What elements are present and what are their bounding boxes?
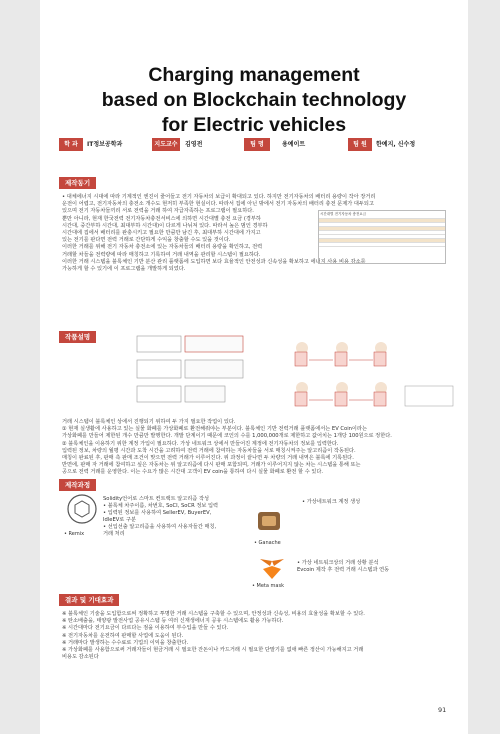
- remix-line: • 블록체 차주이름, 차번호, SoCI, SoCR 정보 입력: [103, 503, 219, 509]
- intro-line: 시간대에 집에서 배터리를 완충시키고 필요한 만큼만 남긴 후, 최대부하 시간대에 가지고: [62, 230, 261, 237]
- section-result-header: 결과 및 기대효과: [59, 594, 119, 606]
- intro-line: 시간대, 중간부하 시간대, 최대부하 시간대)이 다르게 나뉘져 있다. 따라서 높은 범인 경부하: [62, 222, 268, 229]
- result-line: ※ 거래마다 발생하는 수수료로 기업의 이익을 창출한다.: [62, 639, 189, 646]
- intro-line: 이러한 거래를 위해 전기 자동차 충전소에 있는 자동차들의 배터리 용량을 확인하고, 전력: [62, 244, 263, 251]
- metamask-description: [297, 560, 389, 574]
- title-line-3: for Electric vehicles: [161, 114, 347, 136]
- remix-description: [103, 496, 218, 538]
- intro-line: 이러한 거래 시스템을 블록체인 기반 분산 관리 플랫폼에 도입하면 보다 효율적인 안전성과 신속성을 확보하고 에너지 사용 비용 감소를: [62, 258, 366, 265]
- intro-line: 뿐만 아니라, 현재 한국전력 전기자동차충전서비스에 의하면 시간대별 충전 요금 (경부하: [62, 215, 261, 222]
- section-tools-header: 제작과정: [59, 479, 96, 491]
- intro-line: 가능하게 할 수 있기에 이 프로그램을 개발하게 되었다.: [62, 266, 186, 273]
- members-value: 한예지, 신수정: [376, 141, 416, 148]
- remix-line: Solidity언어로 스마트 컨트랙트 알고리즘 작성: [103, 496, 209, 502]
- info-row: [59, 138, 449, 152]
- metamask-caption: • Meta mask: [252, 583, 284, 589]
- method-line: 매칭이 완료된 후, 판매 측 판매 조건이 맞으면 전력 거래가 이루어진다. 위 과정이 끝나면 두 차량의 거래 내역은 블록에 기록된다.: [62, 455, 354, 462]
- remix-logo-icon: [66, 493, 98, 525]
- remix-line: • 선입선출 알고리즘을 사용하여 사용자들간 매칭,: [103, 524, 217, 530]
- section-method-header: 작품설명: [59, 331, 96, 343]
- rate-table: [318, 210, 446, 264]
- method-line: ② 블록체인을 이용하기 위한 계정 가입이 필요하다. 가상 네트워크 상에서 만들어진 계정에 전기자동차의 정보를 입력한다.: [62, 440, 339, 447]
- advisor-value: 김영전: [185, 141, 203, 148]
- members-label: 팀 원: [348, 138, 372, 151]
- advisor-label: 지도교수: [152, 138, 180, 151]
- remix-caption: • Remix: [64, 531, 85, 537]
- ganache-logo-icon: [254, 506, 284, 536]
- title-line-1: Charging management: [148, 64, 360, 86]
- page-number: 91: [438, 706, 447, 714]
- intro-line: • 대체에너지 시대에 따라 기계적인 엔진이 줄어들고 전기 자동차의 보급이 확대되고 있다. 하지만 전기자동차의 배터리 용량이 작아 장거리: [62, 194, 376, 200]
- ganache-description: • 가상네트워크 계정 생성: [302, 499, 361, 505]
- result-line: ※ 블록체인 기술을 도입함으로써 정확하고 투명한 거래 시스템을 구축할 수 있으며, 안정성과 신속성, 비용의 효율성을 확보할 수 있다.: [62, 611, 365, 617]
- result-text: [62, 611, 452, 661]
- team-value: 용예이트: [282, 141, 306, 148]
- metamask-line: • 가상 네트워크상의 거래 상황 분석: [297, 560, 379, 566]
- method-line: 공으로 전력 거래를 운영한다. 이는 수요가 많은 시간대 고객이 EV coin을 통하여 다시 실물 화폐로 환전 할 수 있다.: [62, 469, 324, 476]
- ganache-caption: • Ganache: [254, 540, 281, 546]
- title-line-2: based on Blockchain technology: [101, 89, 407, 111]
- method-line: 가상화폐를 만들어 제한된 개수 만큼만 발행한다. 개발 단계이기 때문에 코인의 수를 1,000,000개로 제한하고 값어치는 1개당 100원으로 정한다.: [62, 433, 392, 440]
- method-line: ① 현재 실생활에 사용하고 있는 실물 화폐를 가상화폐로 환전해줘야는 부분이다. 블록체인 기반 전력거래 플랫폼에서는 EV Coin이라는: [62, 426, 367, 433]
- result-line: ※ 전기자동차를 운전하여 판매할 사업에 도움이 된다.: [62, 632, 184, 639]
- system-diagram: [135, 330, 455, 420]
- remix-line: 거래 처리: [103, 531, 125, 537]
- result-line: ※ 탄소배출을, 태양광 발전사업 공유시스템 등 여러 신재생에너지 공유 시스템에도 활용 가능하다.: [62, 618, 284, 625]
- remix-line: IdleEV로 구분: [103, 517, 136, 523]
- dept-label: 학 과: [59, 138, 83, 151]
- section-intro-header: 제작동기: [59, 177, 96, 189]
- rate-table-caption: 시간대별 전기자동차 충전요금: [320, 212, 367, 216]
- remix-line: • 입력된 정보를 사용하여 SellerEV, BuyerEV,: [103, 510, 212, 516]
- metamask-logo-icon: [258, 557, 286, 581]
- intro-line: 있으며 전기 자동차들끼리 서로 전력을 거래 하여 자급자족하는 프로그램이 필요하다.: [62, 208, 254, 215]
- result-line: 비용도 감소된다: [62, 654, 99, 661]
- result-line: ※ 가상화폐를 사용함으로써 거래자들이 현금거래 시 필요한 잔돈이나 카드거래 시 필요한 단말기를 없애 빠른 정산이 가능해지고 거래: [62, 647, 364, 654]
- result-line: ※ 시간대마다 전기요금이 다르다는 점을 이용하여 부수입을 만들 수 있다.: [62, 625, 229, 632]
- metamask-line: Evcoin 제작 후 전력 거래 시스템과 연동: [297, 567, 390, 573]
- page-title: [40, 63, 468, 138]
- team-label: 팀 명: [244, 138, 270, 151]
- method-line: 반면에, 판매 자 거래에 참여하고 싶은 자동차는 위 알고리즘에 다시 판매 포함되며, 거래가 이루어지지 않는 차는 시스템을 통해 또는: [62, 462, 361, 469]
- intro-line: 거래할 차들을 전력량에 따라 매칭하고 기록하여 거래 내역을 관리할 시스템이 필요하다.: [62, 251, 261, 258]
- method-line: 거래 시스템이 블록체인 상에서 진행되기 위하여 두 가지 필요한 작업이 있다.: [62, 419, 236, 425]
- method-line: 입력된 정보, 차량의 월평 시간과 도착 시간을 고려하여 전력 거래에 참여하는 자동차들을 서로 매칭시켜주는 알고리즘이 작동된다.: [62, 447, 356, 454]
- intro-line: 운전이 어렵고, 전기자동차의 충전소 개수도 현저히 부족한 현실이다. 따라서 집에 아닌 밖에서 전기 자동차의 배터리 충전 문제가 대두되고: [62, 201, 374, 208]
- method-text: [62, 419, 452, 477]
- intro-line: 있는 전기를 판다면 전력 거래로 간단하게 수익을 창출할 수도 있을 것이다.: [62, 237, 231, 244]
- dept-value: IT정보공학과: [87, 141, 123, 148]
